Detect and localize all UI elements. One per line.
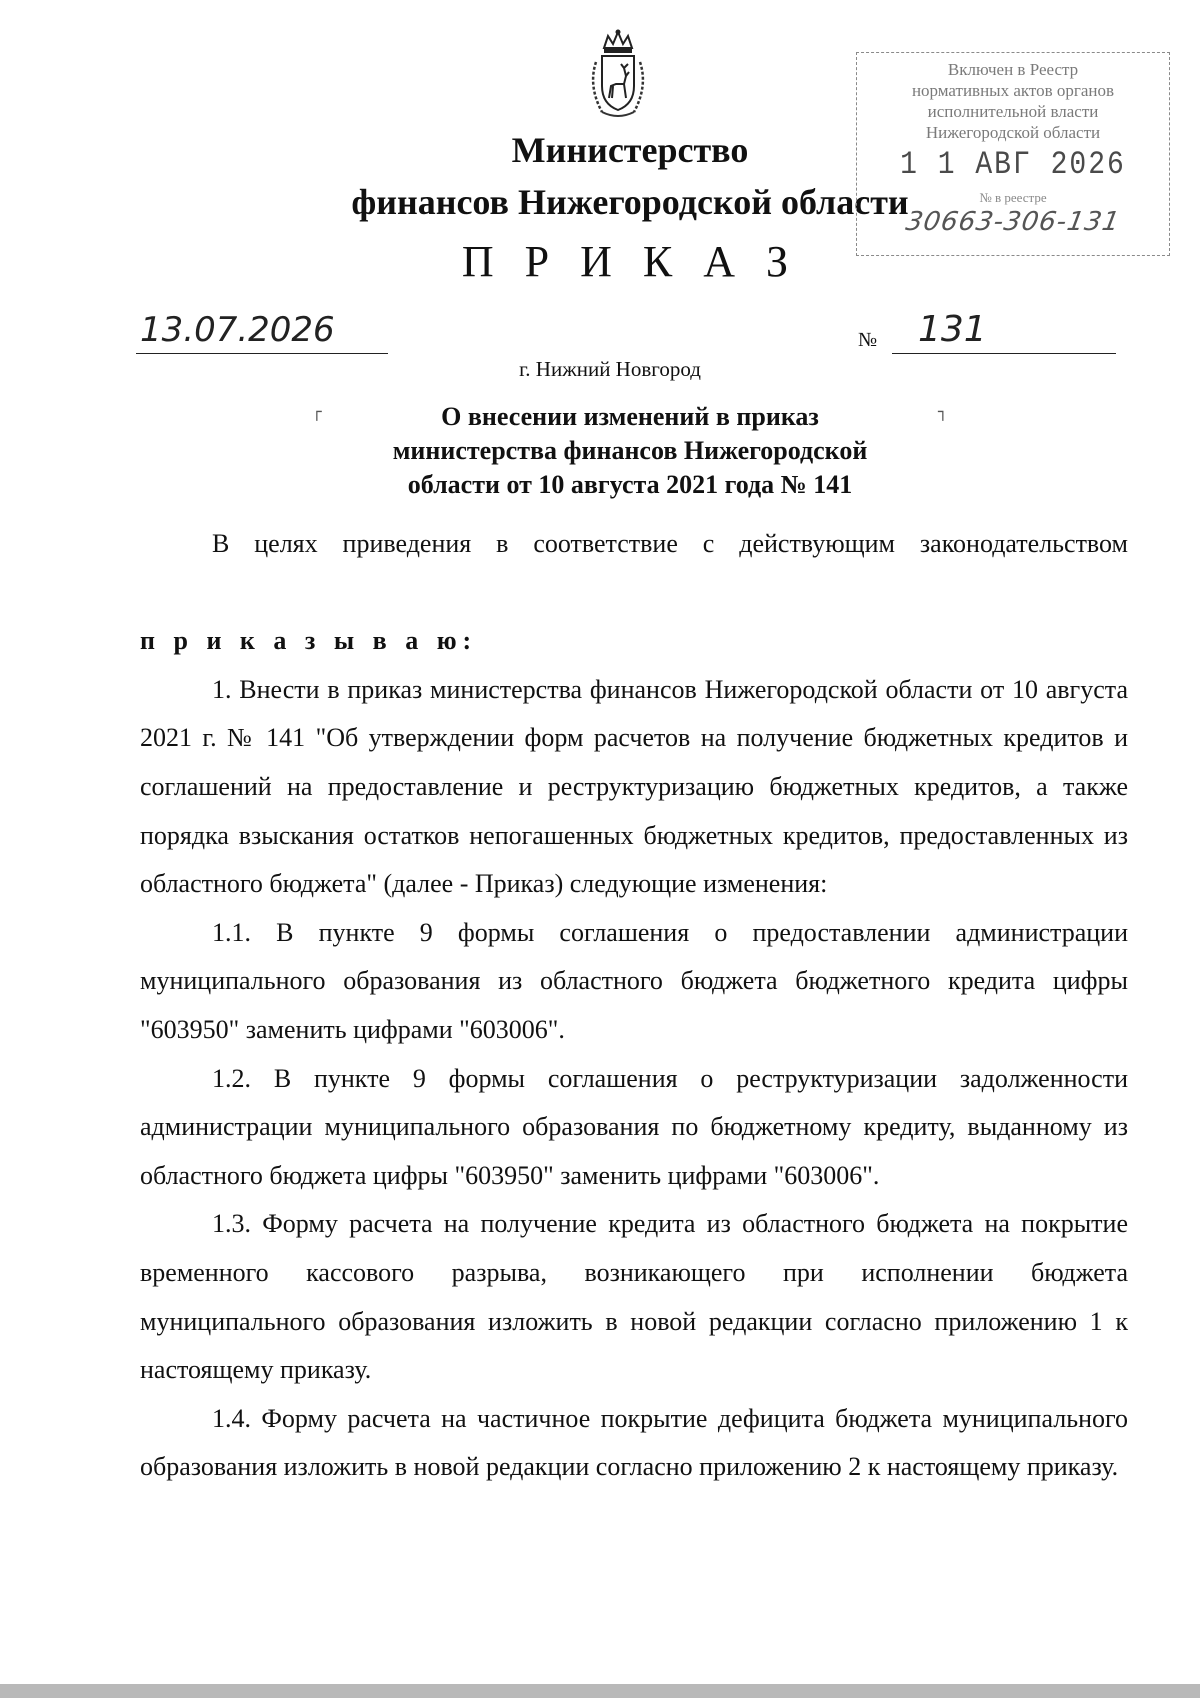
order-body [140, 520, 1128, 1492]
order-date-field: 13.07.2026 [136, 306, 388, 354]
stamp-date: 1 1 АВГ 2026 [900, 147, 1126, 184]
order-subject [300, 400, 960, 502]
item-1-2: 1.2. В пункте 9 формы соглашения о реструктуризации задолженности администрации муниципального образования по бюджетному кредиту, выданному из областного бюджета цифры "603950" заменить цифрами "603006". [140, 1063, 1128, 1190]
order-number-label: № [858, 329, 878, 351]
decree-word: п р и к а з ы в а ю: [140, 626, 478, 656]
stamp-line4: Нижегородской области [925, 123, 1101, 142]
stamp-line3: исполнительной власти [927, 102, 1099, 121]
item-1: 1. Внести в приказ министерства финансов Нижегородской области от 10 августа 2021 г. № 141 "Об утверждении форм расчетов на получение бюджетных кредитов и соглашений на предоставление и реструктуризацию бюджетных кредитов, а также порядка взыскания остатков непогашенных бюджетных кредитов, предоставленных из областного бюджета" (далее - Приказ) следующие изменения: [140, 674, 1128, 899]
subject-line3: области от 10 августа 2021 года № 141 [407, 470, 853, 499]
subject-line1: О внесении изменений в приказ [441, 402, 819, 431]
corner-bracket-right-icon: ┐ [938, 402, 948, 421]
intro-text: В целях приведения в соответствие с действующим законодательством [212, 529, 1128, 558]
subject-line2: министерства финансов Нижегородской [392, 436, 868, 465]
ministry-title-line1: Министерство [511, 130, 749, 170]
order-title: П Р И К А З [461, 237, 799, 286]
scan-edge-shadow [0, 1684, 1200, 1698]
stamp-reg-number: 30663-306-131 [903, 207, 1123, 237]
corner-bracket-left-icon: ┌ [312, 402, 322, 421]
ministry-title-line2: финансов Нижегородской области [351, 182, 909, 222]
item-1-4: 1.4. Форму расчета на частичное покрытие дефицита бюджета муниципального образования изложить в новой редакции согласно приложению 2 к настоящему приказу. [140, 1403, 1128, 1482]
city-label: г. Нижний Новгород [519, 357, 701, 381]
registry-stamp [856, 52, 1170, 256]
coat-of-arms-icon [582, 28, 654, 124]
stamp-line2: нормативных актов органов [911, 81, 1115, 100]
item-1-1: 1.1. В пункте 9 формы соглашения о предоставлении администрации муниципального образования из областного бюджета бюджетного кредита цифры "603950" заменить цифрами "603006". [140, 917, 1128, 1044]
decree-paragraph [140, 617, 1128, 666]
stamp-reg-label: № в реестре [979, 190, 1047, 205]
intro-paragraph [140, 520, 1128, 617]
item-1-3: 1.3. Форму расчета на получение кредита из областного бюджета на покрытие временного кассового разрыва, возникающего при исполнении бюджета муниципального образования изложить в новой редакции согласно приложению 1 к настоящему приказу. [140, 1209, 1128, 1385]
stamp-line1: Включен в Реестр [947, 60, 1079, 79]
order-number-field: 131 [892, 306, 1116, 354]
